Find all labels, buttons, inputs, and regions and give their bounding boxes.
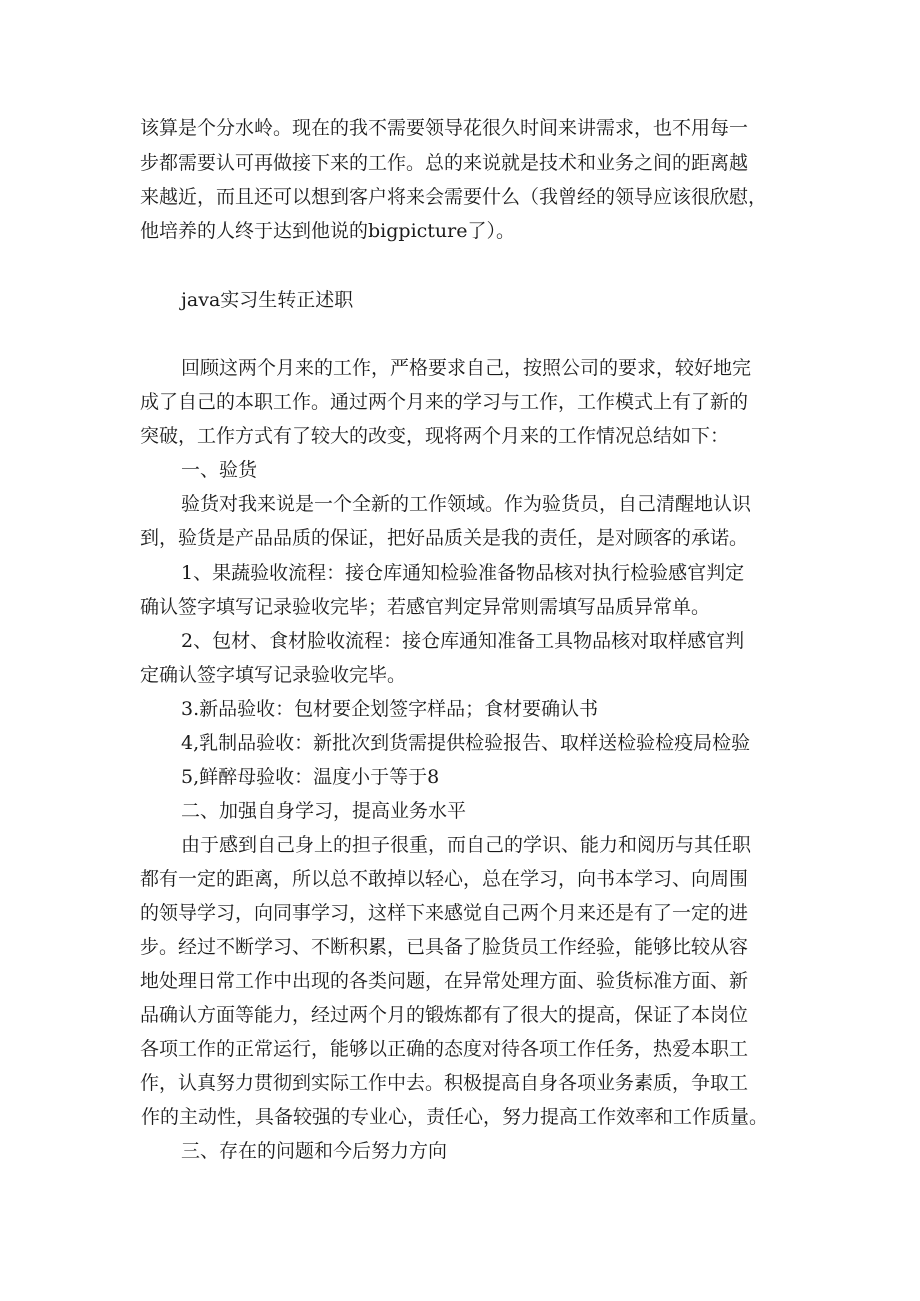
text-line: 他培养的人终于达到他说的bigpicture了）。 [140,220,515,242]
text-line: 成了自己的本职工作。通过两个月来的学习与工作，工作模式上有了新的 [140,391,749,413]
text-line: 到，验货是产品品质的保证，把好品质关是我的责任，是对顾客的承诺。 [140,527,749,549]
list-item: 4,乳制品验收：新批次到货需提供检验报告、取样送检验检疫局检验 [181,732,751,754]
text-line: 由于感到自己身上的担子很重，而自己的学识、能力和阅历与其任职 [181,834,752,856]
text-line: 的领导学习，向同事学习，这样下来感觉自己两个月来还是有了一定的进 [140,902,749,924]
text-line: 来越近，而且还可以想到客户将来会需要什么（我曾经的领导应该很欣慰， [140,186,768,208]
list-item: 2、包材、食材脸收流程：接仓库通知准备工具物品核对取样感官判 [181,630,745,652]
list-item: 1、果蔬验收流程：接仓库通知检验准备物品核对执行检验感官判定 [181,562,745,584]
list-item: 3.新品验收：包材要企划签字样品；食材要确认书 [181,698,599,720]
text-line: 品确认方面等能力，经过两个月的锻炼都有了很大的提高，保证了本岗位 [140,1004,749,1026]
text-line: 各项工作的正常运行，能够以正确的态度对待各项工作任务，热爱本职工 [140,1038,749,1060]
text-line: 步。经过不断学习、不断积累，已具备了脸货员工作经验，能够比较从容 [140,936,749,958]
text-line: 回顾这两个月来的工作，严格要求自己，按照公司的要求，较好地完 [181,357,752,379]
heading-study: 二、加强自身学习，提高业务水平 [181,800,467,822]
text-line: 作的主动性，具备较强的专业心，责任心，努力提高工作效率和工作质量。 [141,1106,769,1128]
text-line: 突破，工作方式有了较大的改变，现将两个月来的工作情况总结如下： [140,425,730,447]
text-line: 都有一定的距离，所以总不敢掉以轻心，总在学习，向书本学习、向周围 [140,868,749,890]
text-line: 确认签字填写记录验收完毕；若感官判定异常则需填写品质异常单。 [140,596,711,618]
text-line: 作，认真努力贯彻到实际工作中去。积极提高自身各项业务素质，争取工 [140,1072,749,1094]
heading-problems: 三、存在的问题和今后努力方向 [181,1140,448,1162]
text-line: 该算是个分水岭。现在的我不需要领导花很久时间来讲需求，也不用每一 [140,117,749,139]
section-title: java实习生转正述职 [181,289,354,311]
list-item: 5,鲜醉母验收：温度小于等于8 [181,766,440,788]
text-line: 定确认签字填写记录验收完毕。 [140,664,407,686]
text-line: 步都需要认可再做接下来的工作。总的来说就是技术和业务之间的距离越 [140,152,749,174]
heading-inspection: 一、验货 [181,459,258,481]
text-line: 验货对我来说是一个全新的工作领域。作为验货员，自己清醒地认识 [181,493,752,515]
text-line: 地处理日常工作中出现的各类问题，在异常处理方面、验货标准方面、新 [140,970,749,992]
